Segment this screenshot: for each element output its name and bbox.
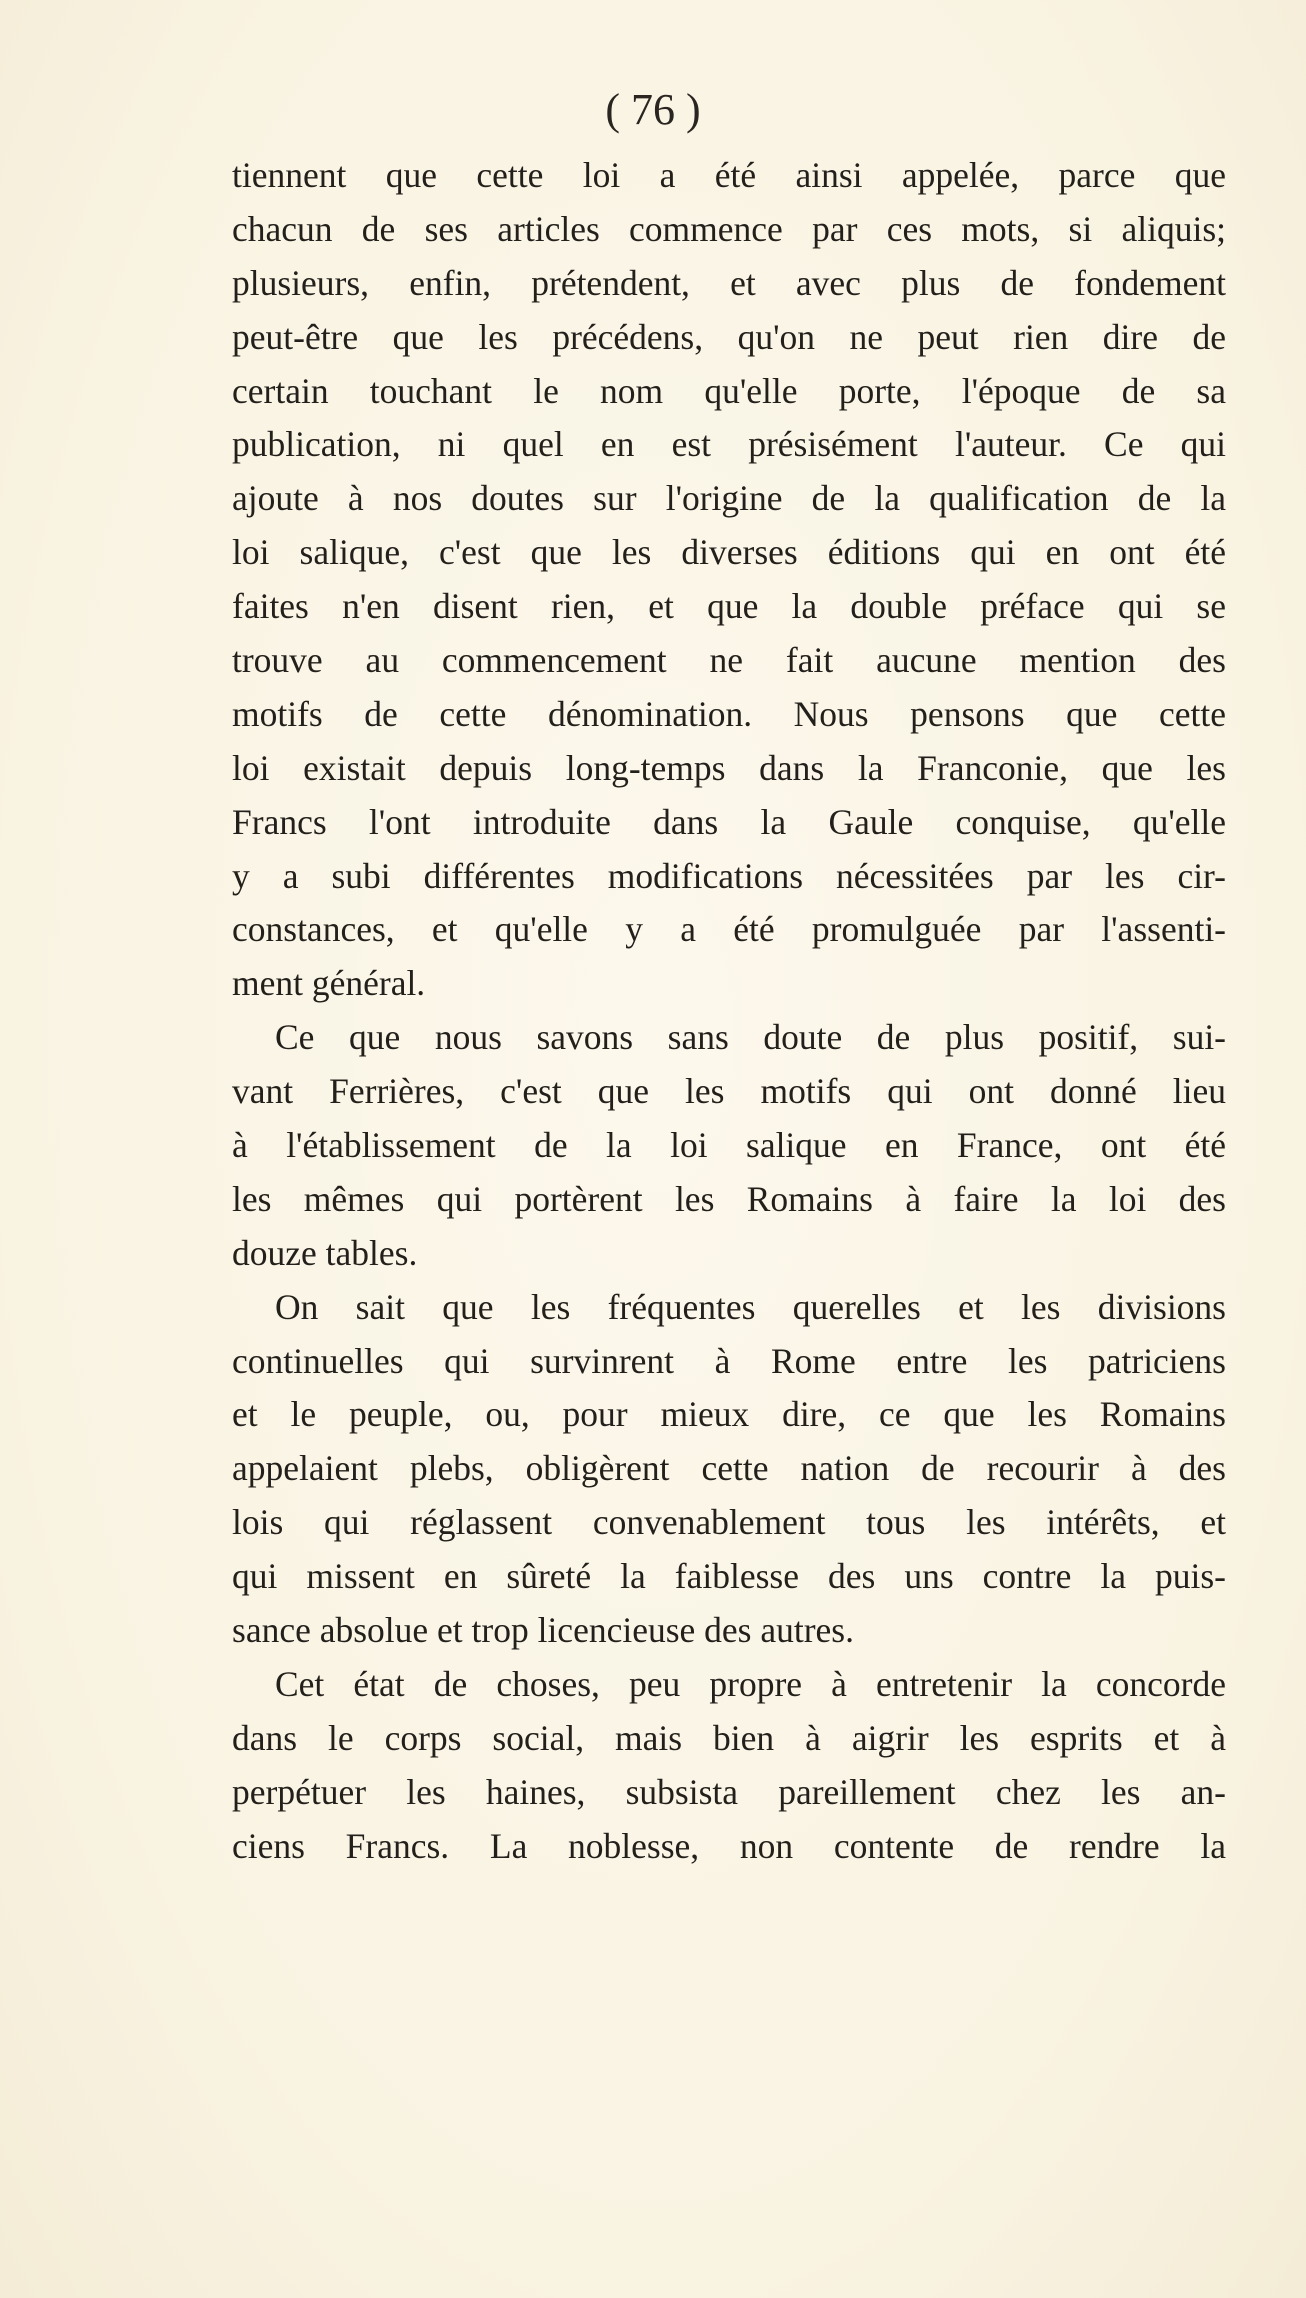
- text-line: à l'établissement de la loi salique en France, ont été: [232, 1125, 1226, 1166]
- text-line: loi existait depuis long-temps dans la Franconie, que les: [232, 747, 1226, 788]
- text-line: les mêmes qui portèrent les Romains à faire la loi des: [232, 1178, 1226, 1219]
- text-line: loi salique, c'est que les diverses éditions qui en ont été: [232, 532, 1226, 573]
- text-line: Francs l'ont introduite dans la Gaule conquise, qu'elle: [232, 801, 1226, 842]
- text-line: qui missent en sûreté la faiblesse des uns contre la puis-: [232, 1556, 1226, 1597]
- text-line: appelaient plebs, obligèrent cette nation de recourir à des: [232, 1448, 1226, 1489]
- text-line: plusieurs, enfin, prétendent, et avec plus de fondement: [232, 262, 1226, 303]
- text-line: douze tables.: [232, 1232, 418, 1273]
- text-line: ajoute à nos doutes sur l'origine de la qualification de la: [232, 478, 1226, 519]
- text-line: faites n'en disent rien, et que la double préface qui se: [232, 586, 1226, 627]
- text-line: motifs de cette dénomination. Nous pensons que cette: [232, 693, 1226, 734]
- text-line: et le peuple, ou, pour mieux dire, ce que les Romains: [232, 1394, 1226, 1435]
- text-line: vant Ferrières, c'est que les motifs qui ont donné lieu: [232, 1071, 1226, 1112]
- text-line: ment général.: [232, 963, 426, 1004]
- text-line: ciens Francs. La noblesse, non contente de rendre la: [232, 1825, 1226, 1866]
- text-line: On sait que les fréquentes querelles et les divisions: [275, 1286, 1226, 1327]
- text-line: peut-être que les précédens, qu'on ne peut rien dire de: [232, 316, 1226, 357]
- text-line: tiennent que cette loi a été ainsi appelée, parce que: [232, 155, 1226, 195]
- text-line: lois qui réglassent convenablement tous les intérêts, et: [232, 1502, 1226, 1543]
- text-line: y a subi différentes modifications nécessitées par les cir-: [232, 855, 1226, 896]
- text-line: publication, ni quel en est présisément l'auteur. Ce qui: [232, 424, 1226, 465]
- body-text: [232, 149, 1226, 1874]
- text-line: dans le corps social, mais bien à aigrir les esprits et à: [232, 1717, 1226, 1758]
- page-number: ( 76 ): [605, 85, 701, 134]
- text-line: certain touchant le nom qu'elle porte, l'époque de sa: [232, 370, 1226, 411]
- text-line: trouve au commencement ne fait aucune mention des: [232, 640, 1226, 681]
- text-line: Cet état de choses, peu propre à entretenir la concorde: [275, 1663, 1226, 1704]
- text-line: continuelles qui survinrent à Rome entre les patriciens: [232, 1340, 1226, 1381]
- text-line: Ce que nous savons sans doute de plus positif, sui-: [275, 1017, 1226, 1058]
- text-line: sance absolue et trop licencieuse des autres.: [232, 1610, 854, 1651]
- text-line: perpétuer les haines, subsista pareillement chez les an-: [232, 1771, 1226, 1812]
- text-line: constances, et qu'elle y a été promulguée par l'assenti-: [232, 909, 1226, 950]
- text-line: chacun de ses articles commence par ces mots, si aliquis;: [232, 208, 1226, 249]
